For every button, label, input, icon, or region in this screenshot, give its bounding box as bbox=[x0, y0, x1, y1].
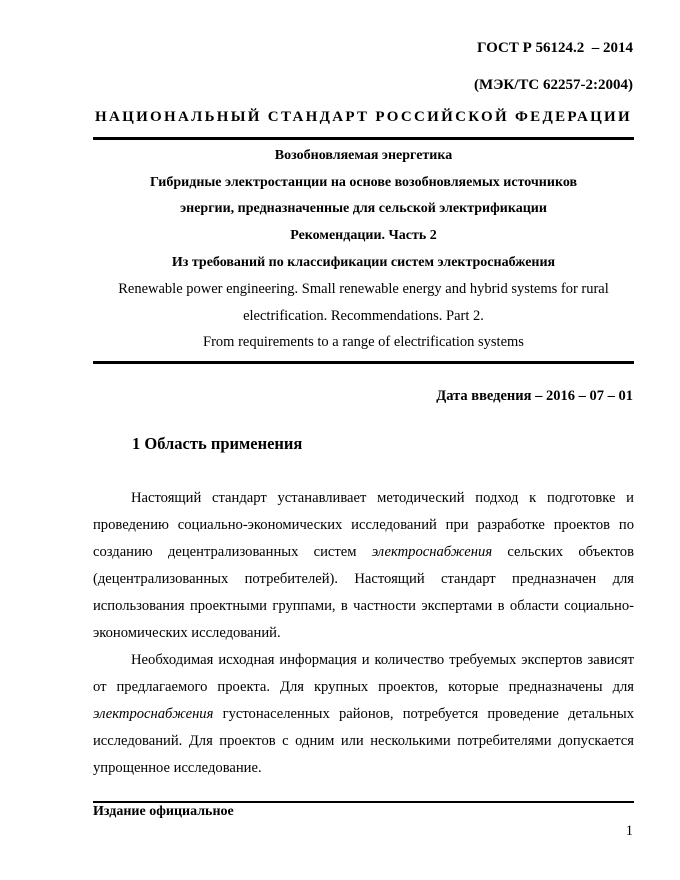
top-rule bbox=[93, 137, 634, 140]
title-line-1: Возобновляемая энергетика bbox=[274, 148, 453, 163]
section-heading: 1 Область применения bbox=[132, 434, 303, 453]
title-bottom-rule bbox=[93, 361, 634, 364]
title-en-line-1: Renewable power engineering. Small renewable energy and hybrid systems for rural bbox=[118, 281, 609, 297]
national-standard-title: НАЦИОНАЛЬНЫЙ СТАНДАРТ РОССИЙСКОЙ ФЕДЕРАЦИИ bbox=[95, 109, 632, 125]
paragraph-2: Необходимая исходная информация и количество требуемых экспертов зависят от предлагаемого проекта. Для крупных проектов, которые предназначены для электроснабжения густонаселенных районов, потребуется проведение детальных исследований. Для проектов с одним или несколькими потребителями допускается упрощенное исследование. bbox=[93, 652, 634, 776]
paragraph-1: Настоящий стандарт устанавливает методический подход к подготовке и проведению социально-экономических исследований при разработке проектов по созданию децентрализованных систем электроснабжения сельских объектов (децентрализованных потребителей). Настоящий стандарт предназначен для использования проектными группами, в частности экспертами в области социально-экономических исследований. bbox=[93, 490, 634, 641]
introduction-date: Дата введения – 2016 – 07 – 01 bbox=[436, 388, 633, 404]
title-line-3: энергии, предназначенные для сельской электрификации bbox=[180, 201, 547, 216]
edition-note: Издание официальное bbox=[93, 804, 234, 819]
page-number: 1 bbox=[625, 823, 633, 839]
title-en-line-3: From requirements to a range of electrification systems bbox=[203, 334, 524, 350]
title-line-2: Гибридные электростанции на основе возобновляемых источников bbox=[149, 175, 578, 190]
section-body bbox=[93, 485, 634, 782]
gost-number: ГОСТ Р 56124.2 – 2014 bbox=[476, 40, 633, 56]
title-line-4: Рекомендации. Часть 2 bbox=[290, 228, 437, 243]
iec-reference: (МЭК/ТС 62257-2:2004) bbox=[474, 77, 633, 93]
title-en-line-2: electrification. Recommendations. Part 2. bbox=[243, 308, 484, 324]
title-line-5: Из требований по классификации систем электроснабжения bbox=[171, 255, 556, 270]
footer-rule bbox=[93, 801, 634, 803]
